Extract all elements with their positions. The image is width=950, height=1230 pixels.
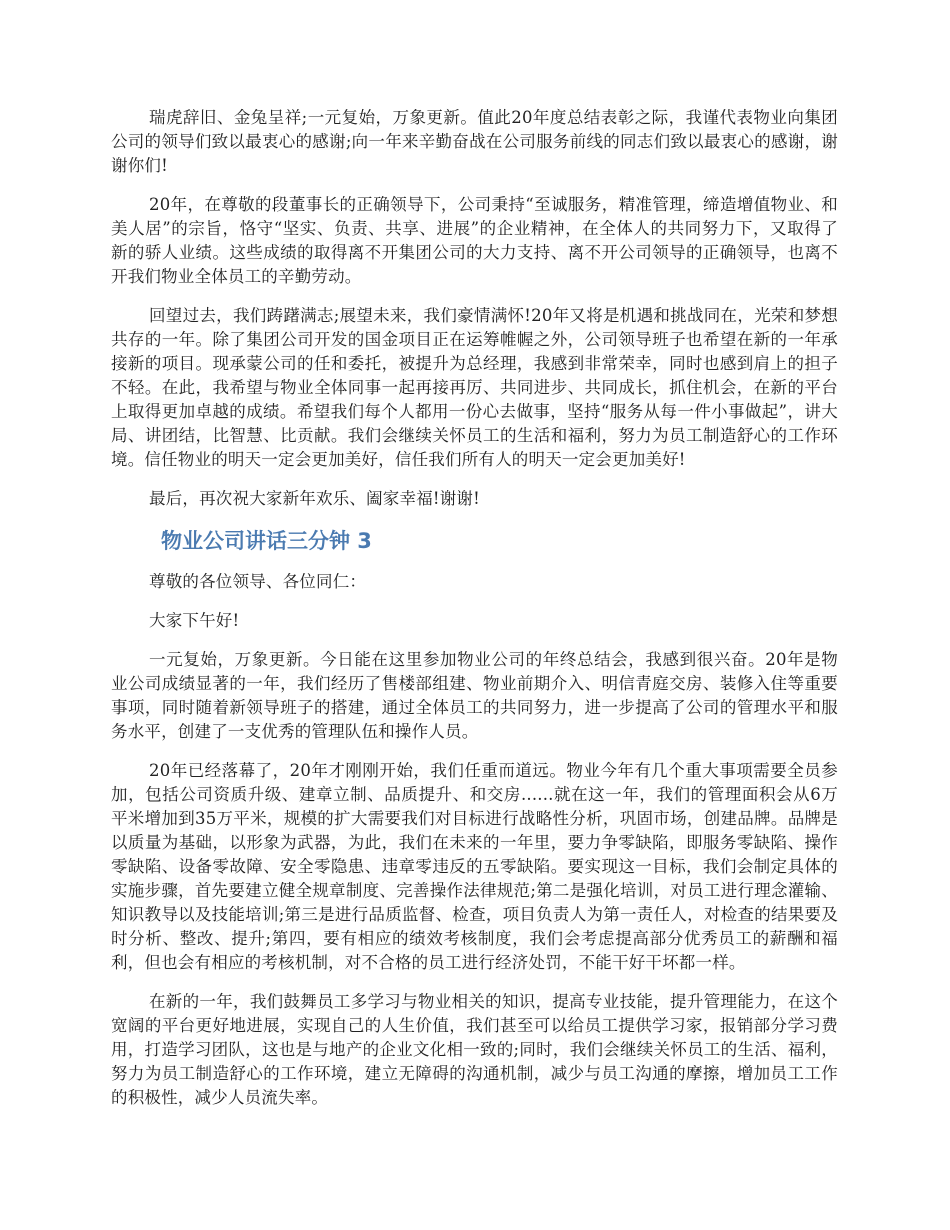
paragraph-greeting: 大家下午好! <box>149 611 240 630</box>
paragraph-goals-plan: 20年已经落幕了，20年才刚刚开始，我们任重而道远。物业今年有几个重大事项需要全员参加，包括公司资质升级、建章立制、品质提升、和交房......就在这一年，我们的管理面积会从6万平米增加到35万平米，规模的扩大需要我们对目标进行战略性分析，巩固市场，创建品牌。品牌是以质量为基础，以形象为武器，为此，我们在未来的一年里，要力争零缺陷，即服务零缺陷、操作零缺陷、设备零故障、安全零隐患、违章零违反的五零缺陷。要实现这一目标，我们会制定具体的实施步骤，首先要建立健全规章制度、完善操作法律规范;第二是强化培训，对员工进行理念灌输、知识教导以及技能培训;第三是进行品质监督、检查，项目负责人为第一责任人，对检查的结果要及时分析、整改、提升;第四，要有相应的绩效考核制度，我们会考虑提高部分优秀员工的薪酬和福利，但也会有相应的考核机制，对不合格的员工进行经济处罚，不能干好干坏都一样。 <box>111 761 838 972</box>
paragraph-salutation: 尊敬的各位领导、各位同仁： <box>149 572 367 591</box>
paragraph-new-year-greeting: 瑞虎辞旧、金兔呈祥;一元复始，万象更新。值此20年度总结表彰之际，我谨代表物业向集团公司的领导们致以最衷心的感谢;向一年来辛勤奋战在公司服务前线的同志们致以最衷心的感谢，谢谢你们! <box>111 108 838 175</box>
paragraph-looking-ahead: 回望过去，我们踌躇满志;展望未来，我们豪情满怀!20年又将是机遇和挑战同在，光荣和梦想共存的一年。除了集团公司开发的国金项目正在运筹帷幄之外，公司领导班子也希望在新的一年承接新的项目。现承蒙公司的任和委托，被提升为总经理，我感到非常荣幸，同时也感到肩上的担子不轻。在此，我希望与物业全体同事一起再接再厉、共同进步、共同成长，抓住机会，在新的平台上取得更加卓越的成绩。希望我们每个人都用一份心去做事，坚持“服务从每一件小事做起”，讲大局、讲团结，比智慧、比贡献。我们会继续关怀员工的生活和福利，努力为员工制造舒心的工作环境。信任物业的明天一定会更加美好，信任我们所有人的明天一定会更加美好! <box>111 306 838 469</box>
paragraph-company-achievements: 20年，在尊敬的段董事长的正确领导下，公司秉持“至诚服务，精准管理，缔造增值物业、和美人居”的宗旨，恪守“坚实、负责、共享、进展”的企业精神，在全体人的共同努力下，又取得了新的骄人业绩。这些成绩的取得离不开集团公司的大力支持、离不开公司领导的正确领导，也离不开我们物业全体员工的辛勤劳动。 <box>111 195 838 286</box>
document-page <box>111 106 838 1125</box>
paragraph-year-review: 一元复始，万象更新。今日能在这里参加物业公司的年终总结会，我感到很兴奋。20年是物业公司成绩显著的一年，我们经历了售楼部组建、物业前期介入、明信青庭交房、装修入住等重要事项，同时随着新领导班子的搭建，通过全体员工的共同努力，进一步提高了公司的管理水平和服务水平，创建了一支优秀的管理队伍和操作人员。 <box>111 650 838 741</box>
section-title: 物业公司讲话三分钟 3 <box>161 529 372 553</box>
paragraph-closing-wishes: 最后，再次祝大家新年欢乐、阖家幸福!谢谢! <box>149 489 480 508</box>
paragraph-employee-development: 在新的一年，我们鼓舞员工多学习与物业相关的知识，提高专业技能，提升管理能力，在这个宽阔的平台更好地进展，实现自己的人生价值，我们甚至可以给员工提供学习家，报销部分学习费用，打造学习团队，这也是与地产的企业文化相一致的;同时，我们会继续关怀员工的生活、福利，努力为员工制造舒心的工作环境，建立无障碍的沟通机制，减少与员工沟通的摩擦，增加员工工作的积极性，减少人员流失率。 <box>111 992 838 1107</box>
